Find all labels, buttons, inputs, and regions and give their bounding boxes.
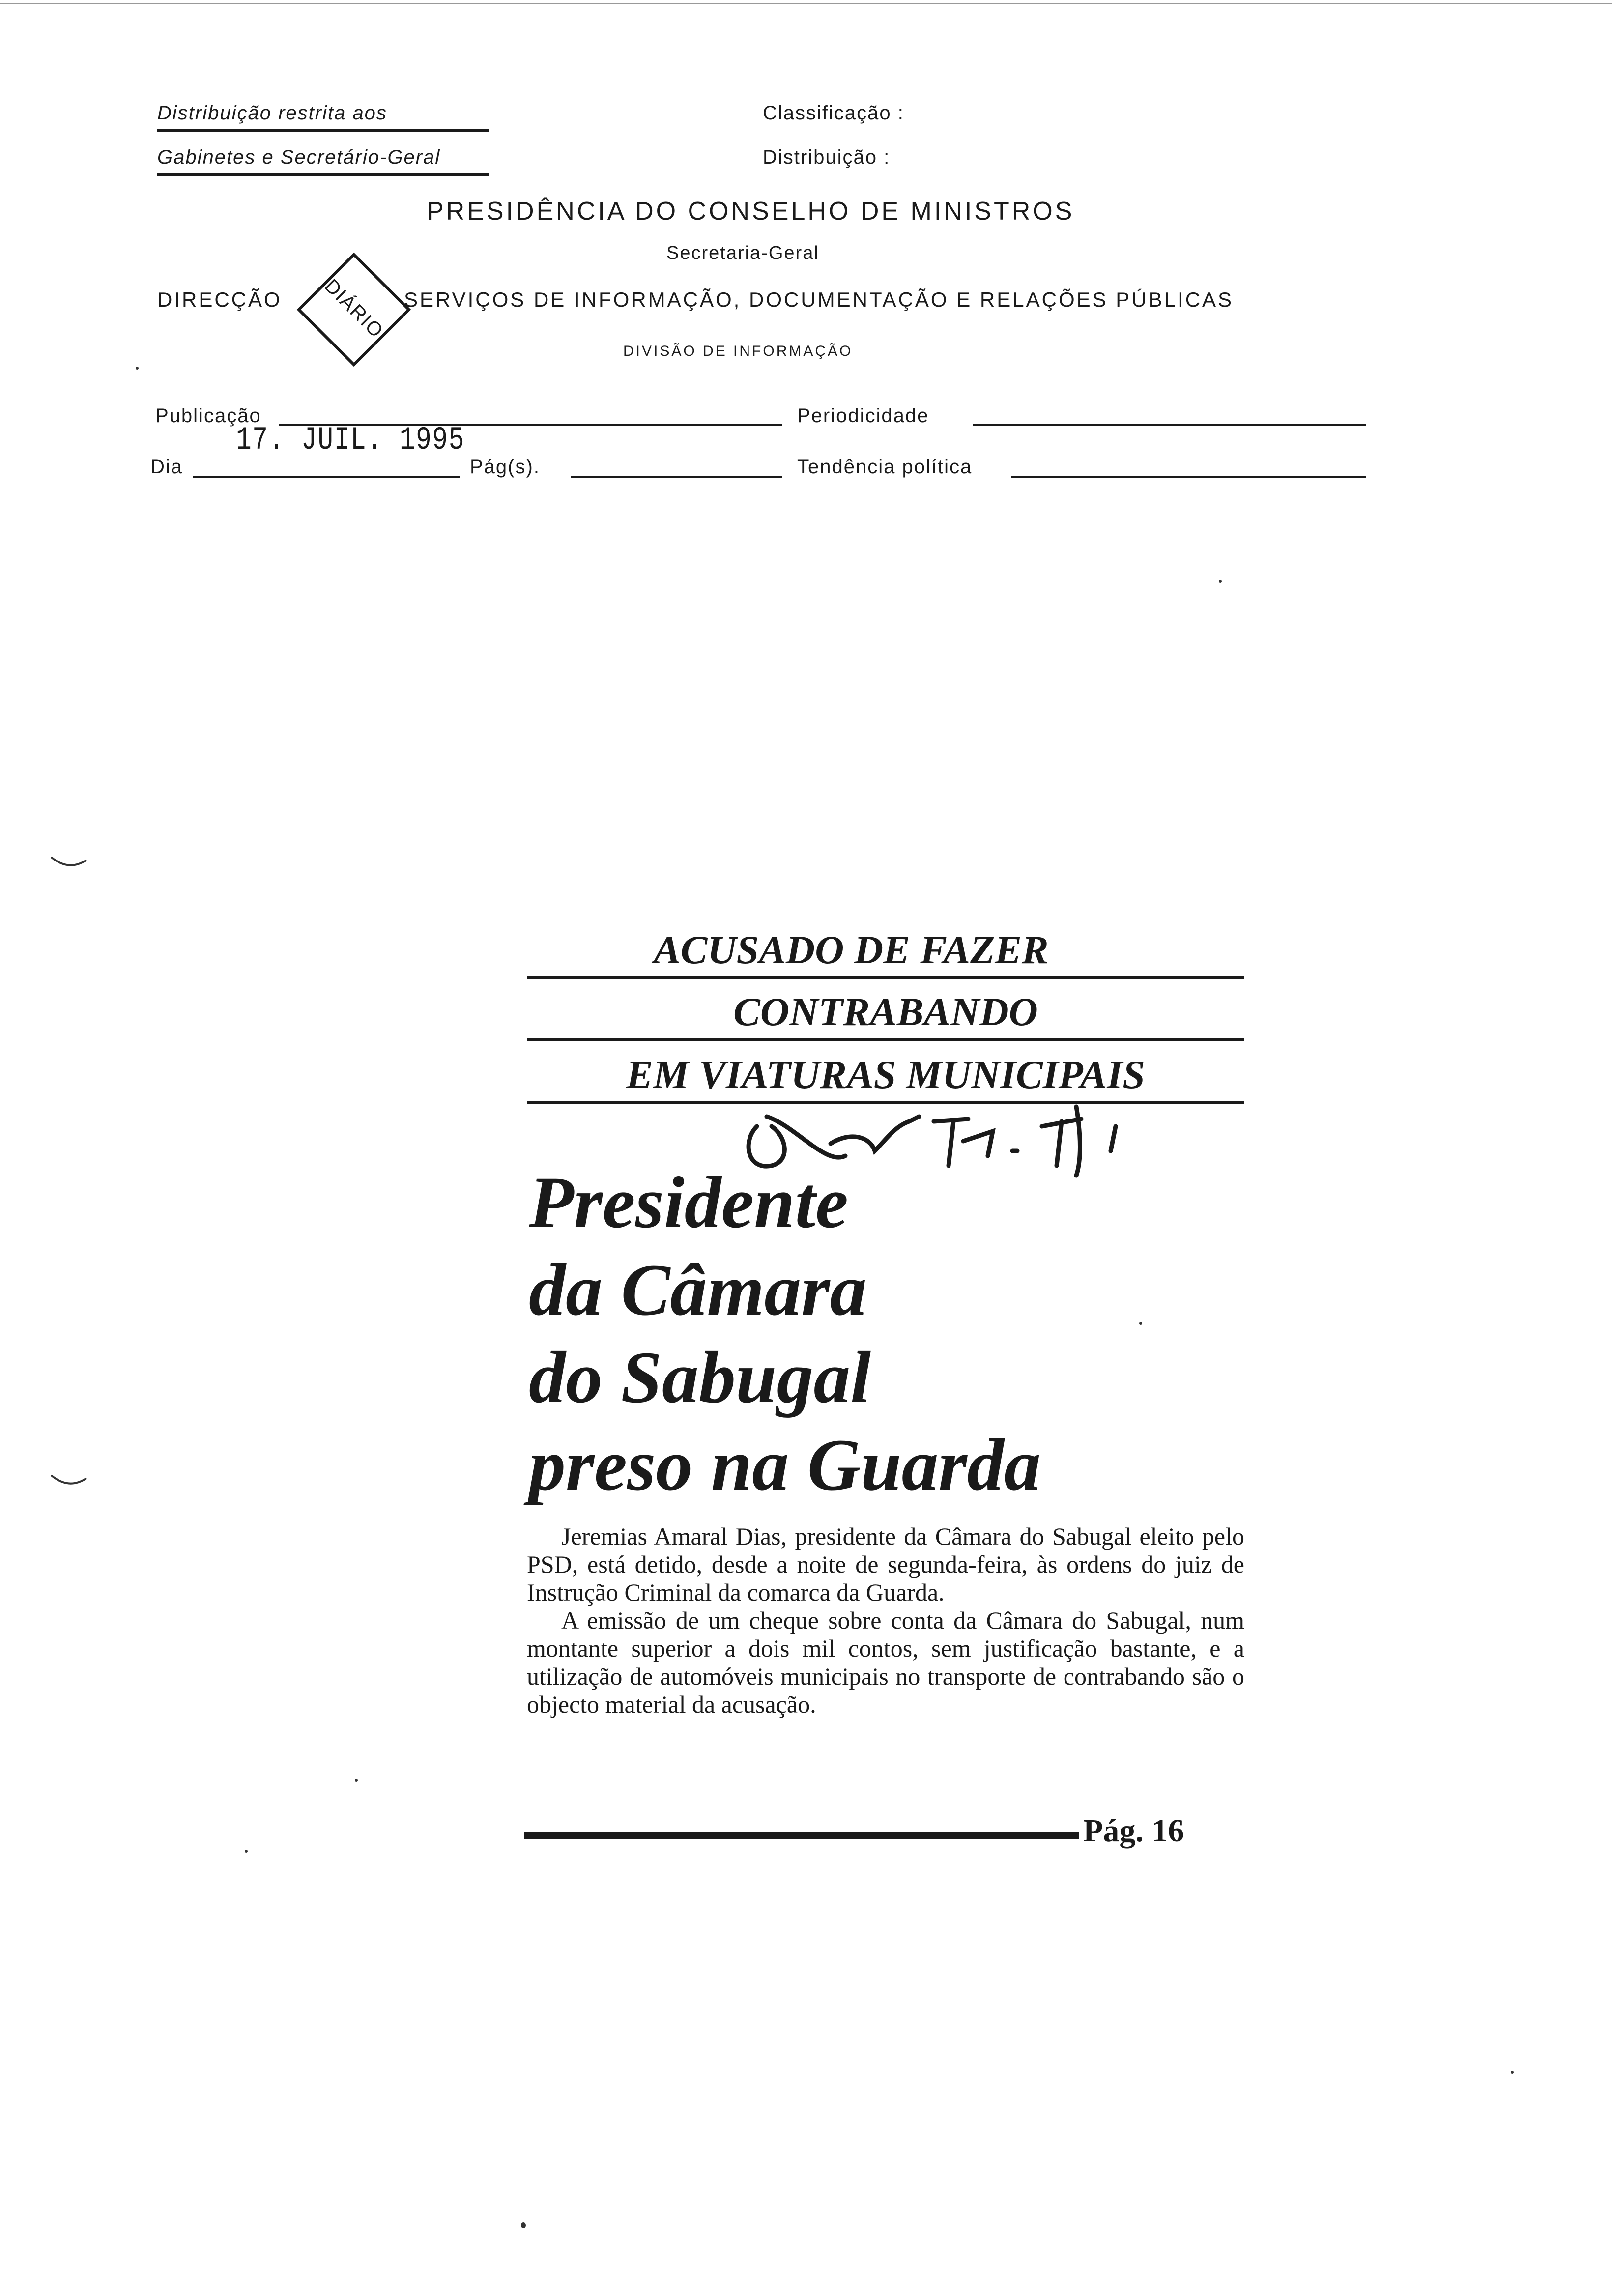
organization-title: PRESIDÊNCIA DO CONSELHO DE MINISTROS bbox=[427, 197, 1075, 226]
division-label: DIVISÃO DE INFORMAÇÃO bbox=[623, 343, 853, 359]
article-footer-rule bbox=[524, 1832, 1079, 1839]
headline-line-3: do Sabugal bbox=[529, 1337, 871, 1418]
day-label: Dia bbox=[150, 456, 183, 478]
kicker-rule-2 bbox=[527, 1038, 1244, 1041]
periodicity-field-line bbox=[973, 424, 1366, 426]
headline-line-1: Presidente bbox=[529, 1162, 848, 1243]
distribution-underline-2 bbox=[157, 173, 489, 176]
article-body bbox=[527, 1522, 1244, 1719]
headline-line-4: preso na Guarda bbox=[529, 1424, 1041, 1506]
distribution-restriction-line2: Gabinetes e Secretário-Geral bbox=[157, 146, 441, 168]
kicker-line-3: EM VIATURAS MUNICIPAIS bbox=[626, 1052, 1145, 1097]
scan-speck bbox=[355, 1779, 358, 1782]
scan-speck bbox=[136, 367, 139, 370]
article-paragraph-1: Jeremias Amaral Dias, presidente da Câmara do Sabugal eleito pelo PSD, está detido, desde a noite de segunda-feira, às ordens do juiz de Instrução Criminal da comarca da Guarda. bbox=[527, 1522, 1244, 1606]
kicker-line-1: ACUSADO DE FAZER bbox=[654, 927, 1049, 972]
scan-speck bbox=[1219, 580, 1222, 583]
stamp-text: DIÁRIO bbox=[320, 275, 388, 343]
distribution-restriction-line1: Distribuição restrita aos bbox=[157, 102, 387, 124]
scan-speck bbox=[245, 1850, 248, 1853]
political-trend-label: Tendência política bbox=[797, 456, 973, 478]
scan-speck bbox=[521, 2222, 526, 2228]
page-reference: Pág. 16 bbox=[1083, 1813, 1184, 1849]
kicker-line-2: CONTRABANDO bbox=[733, 989, 1038, 1034]
pages-field-line bbox=[571, 476, 782, 478]
kicker-rule-1 bbox=[527, 976, 1244, 979]
punch-mark-upper bbox=[49, 855, 88, 870]
secretariat-label: Secretaria-Geral bbox=[666, 243, 819, 263]
scan-speck bbox=[1511, 2071, 1514, 2074]
distribution-label: Distribuição : bbox=[763, 146, 891, 168]
date-stamp: 17. JUIL. 1995 bbox=[236, 422, 465, 459]
punch-mark-lower bbox=[49, 1473, 88, 1488]
publication-label: Publicação bbox=[155, 405, 261, 427]
scan-speck bbox=[1139, 1322, 1142, 1325]
day-field-line bbox=[193, 476, 460, 478]
classification-label: Classificação : bbox=[763, 102, 904, 124]
political-trend-field-line bbox=[1011, 476, 1366, 478]
scan-top-edge bbox=[0, 3, 1612, 4]
article-paragraph-2: A emissão de um cheque sobre conta da Câmara do Sabugal, num montante superior a dois mil contos, sem justificação bastante, e a utilização de automóveis municipais no transporte de contrabando são o objecto material da acusação. bbox=[527, 1607, 1244, 1718]
headline bbox=[529, 1159, 1041, 1509]
periodicity-label: Periodicidade bbox=[797, 405, 929, 427]
directorate-name: SERVIÇOS DE INFORMAÇÃO, DOCUMENTAÇÃO E RELAÇÕES PÚBLICAS bbox=[404, 288, 1234, 311]
pages-label: Pág(s). bbox=[470, 456, 540, 478]
distribution-underline-1 bbox=[157, 129, 489, 132]
diario-stamp bbox=[295, 251, 413, 369]
directorate-prefix: DIRECÇÃO bbox=[157, 288, 282, 311]
headline-line-2: da Câmara bbox=[529, 1249, 867, 1331]
